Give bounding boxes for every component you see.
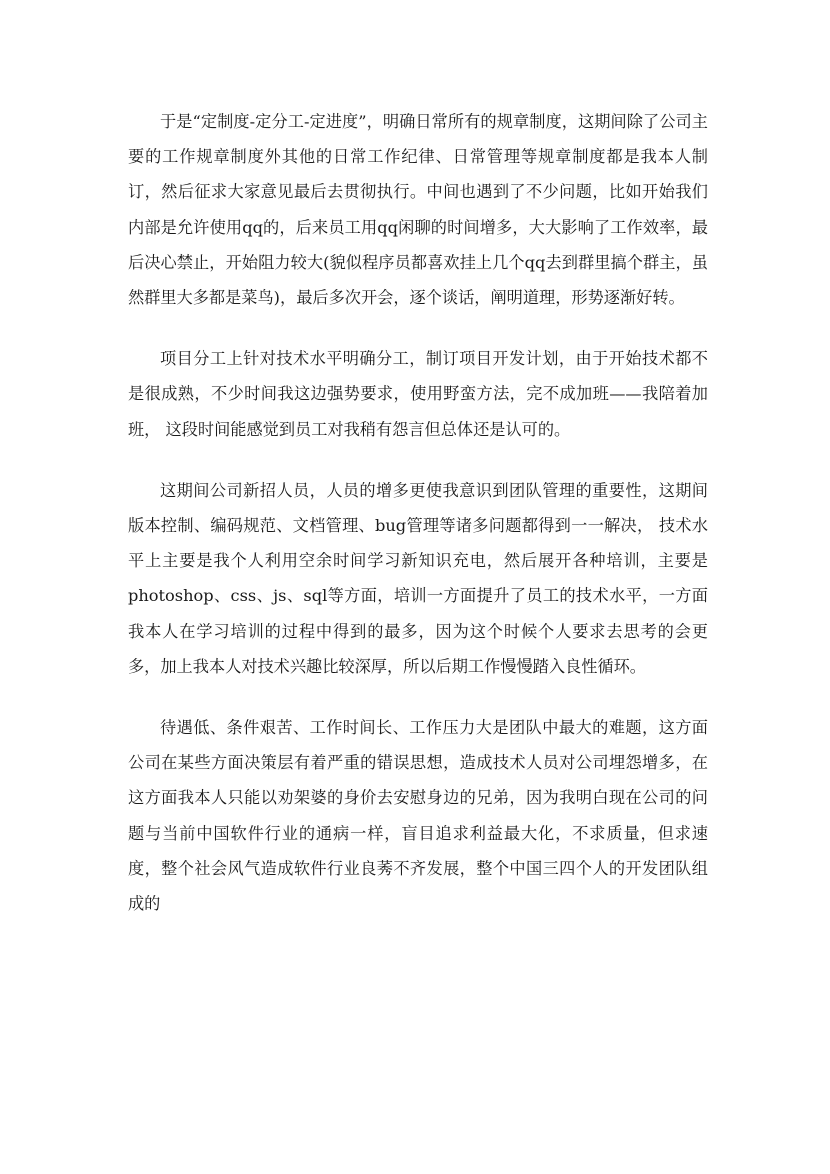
paragraph: 这期间公司新招人员，人员的增多更使我意识到团队管理的重要性，这期间版本控制、编码规范、文档管理、bug管理等诸多问题都得到一一解决， 技术水平上主要是我个人利用空余时间学习新知识充电，然后展开各种培训，主要是photoshop、css、js、sql等方面，培训一方面提升了员工的技术水平，一方面我本人在学习培训的过程中得到的最多，因为这个时候个人要求去思考的会更多，加上我本人对技术兴趣比较深厚，所以后期工作慢慢踏入良性循环。 [128,480,708,676]
paragraph: 项目分工上针对技术水平明确分工，制订项目开发计划，由于开始技术都不是很成熟，不少时间我这边强势要求，使用野蛮方法，完不成加班——我陪着加班， 这段时间能感觉到员工对我稍有怨言但总体还是认可的。 [128,349,708,439]
document-body [128,104,708,921]
paragraph: 于是“定制度-定分工-定进度”，明确日常所有的规章制度，这期间除了公司主要的工作规章制度外其他的日常工作纪律、日常管理等规章制度都是我本人制订，然后征求大家意见最后去贯彻执行。中间也遇到了不少问题，比如开始我们内部是允许使用qq的，后来员工用qq闲聊的时间增多，大大影响了工作效率，最后决心禁止，开始阻力较大(貌似程序员都喜欢挂上几个qq去到群里搞个群主，虽然群里大多都是菜鸟)，最后多次开会，逐个谈话，阐明道理，形势逐渐好转。 [128,112,708,308]
paragraph: 待遇低、条件艰苦、工作时间长、工作压力大是团队中最大的难题，这方面公司在某些方面决策层有着严重的错误思想，造成技术人员对公司埋怨增多，在这方面我本人只能以劝架婆的身价去安慰身边的兄弟，因为我明白现在公司的问题与当前中国软件行业的通病一样，盲目追求利益最大化，不求质量，但求速度，整个社会风气造成软件行业良莠不齐发展，整个中国三四个人的开发团队组成的 [128,718,708,914]
